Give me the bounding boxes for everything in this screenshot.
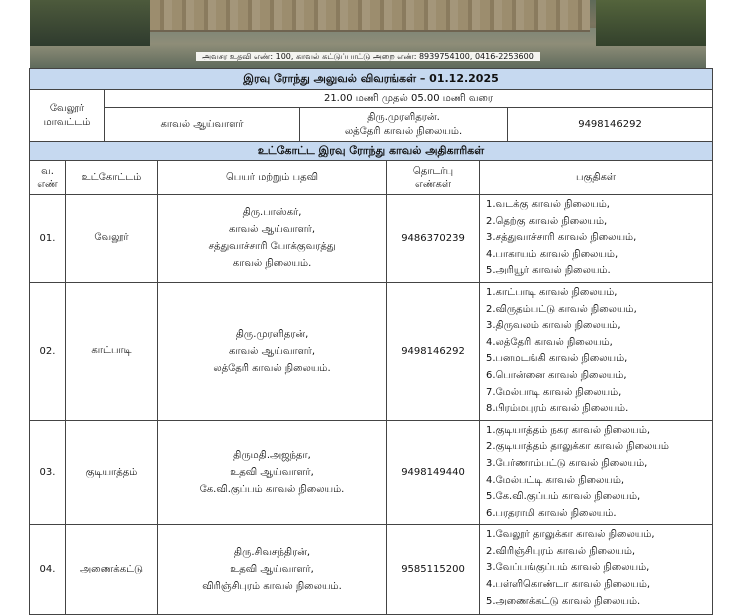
row-no: 02. (30, 282, 66, 420)
table-row (30, 195, 713, 283)
col-header-contact-line2: எண்கள் (415, 178, 451, 190)
row-subdivision: வேலூர் (66, 195, 158, 283)
time-range: 21.00 மணி முதல் 05.00 மணி வரை (105, 90, 713, 108)
district-label-line2: மாவட்டம் (43, 116, 91, 128)
section-title: உட்கோட்ட இரவு ரோந்து காவல் அதிகாரிகள் (30, 142, 713, 161)
area-item: 7.மேல்பாடி காவல் நிலையம், (486, 386, 622, 398)
officer-line: திரு.முரளிதரன், (235, 328, 309, 340)
row-areas (480, 195, 713, 283)
row-subdivision: அணைக்கட்டு (66, 525, 158, 615)
table-row (30, 420, 713, 525)
officer-line: திரு.சிவசந்திரன், (233, 547, 311, 559)
row-officer (158, 195, 387, 283)
row-phone: 9585115200 (387, 525, 480, 615)
area-item: 8.பிரம்மபுரம் காவல் நிலையம். (486, 403, 629, 415)
row-subdivision: குடியாத்தம் (66, 420, 158, 525)
helpline-text: அவசர உதவி எண்: 100, காவல் கட்டுப்பாட்டு அறை எண்: 8939754100, 0416-2253600 (196, 52, 540, 61)
row-no: 04. (30, 525, 66, 615)
trees-left (30, 0, 150, 46)
row-areas (480, 420, 713, 525)
officer-line: காவல் ஆய்வாளர், (228, 345, 316, 357)
row-officer (158, 282, 387, 420)
area-item: 5.அரியூர் காவல் நிலையம். (486, 265, 611, 277)
row-subdivision: காட்பாடி (66, 282, 158, 420)
area-item: 2.தெற்கு காவல் நிலையம், (486, 215, 608, 227)
area-item: 4.பாகாயம் காவல் நிலையம், (486, 248, 619, 260)
officer-line: உதவி ஆய்வாளர், (230, 564, 314, 576)
row-officer (158, 420, 387, 525)
report-title: இரவு ரோந்து அலுவல் விவரங்கள் – 01.12.2025 (30, 69, 713, 90)
row-areas (480, 525, 713, 615)
area-item: 4.மேல்பட்டி காவல் நிலையம், (486, 474, 625, 486)
officer-line: காவல் நிலையம். (232, 258, 312, 270)
area-item: 3.திருவலம் காவல் நிலையம், (486, 320, 621, 332)
officer-line: உதவி ஆய்வாளர், (230, 467, 314, 478)
area-item: 6.பொன்னை காவல் நிலையம், (486, 369, 627, 381)
officer-name (300, 108, 508, 142)
col-header-name: பெயர் மற்றும் பதவி (158, 161, 387, 195)
officer-line: திரு.பாஸ்கர், (242, 207, 302, 219)
area-item: 1.காட்பாடி காவல் நிலையம், (486, 286, 618, 298)
officer-line: திருமதி.அஜந்தா, (233, 450, 311, 461)
area-item: 2.விரிஞ்சிபுரம் காவல் நிலையம், (486, 545, 636, 557)
district-label-line1: வேலூர் (49, 102, 85, 114)
fort-wall (150, 0, 590, 32)
table-row (30, 525, 713, 615)
col-header-areas: பகுதிகள் (480, 161, 713, 195)
col-header-no-line2: எண் (37, 178, 58, 190)
table-row (30, 282, 713, 420)
row-officer (158, 525, 387, 615)
area-item: 3.பேர்ணாம்பட்டு காவல் நிலையம், (486, 457, 648, 469)
trees-right (596, 0, 706, 46)
area-item: 6.பரதராமி காவல் நிலையம். (486, 507, 617, 519)
area-item: 2.விருதம்பட்டு காவல் நிலையம், (486, 303, 637, 315)
officer-line: காவல் ஆய்வாளர், (228, 224, 316, 236)
col-header-contact (387, 161, 480, 195)
row-phone: 9498149440 (387, 420, 480, 525)
area-item: 1.வேலூர் தாலுக்கா காவல் நிலையம், (486, 529, 655, 541)
officer-line: லத்தேரி காவல் நிலையம். (213, 362, 331, 374)
officer-line: விரிஞ்சிபுரம் காவல் நிலையம். (202, 581, 342, 593)
row-phone: 9498146292 (387, 282, 480, 420)
area-item: 4.பள்ளிகொண்டா காவல் நிலையம், (486, 579, 651, 591)
col-header-no (30, 161, 66, 195)
officer-station-line2: லத்தேரி காவல் நிலையம். (344, 125, 463, 137)
row-areas (480, 282, 713, 420)
area-item: 1.குடியாத்தம் நகர காவல் நிலையம், (486, 424, 651, 436)
subdivision-table (29, 160, 713, 615)
area-item: 1.வடக்கு காவல் நிலையம், (486, 199, 610, 210)
helpline-strip (30, 50, 706, 64)
row-no: 01. (30, 195, 66, 283)
area-item: 3.வேப்பங்குப்பம் காவல் நிலையம், (486, 562, 650, 574)
area-item: 3.சத்துவாச்சாரி காவல் நிலையம், (486, 232, 637, 244)
row-phone: 9486370239 (387, 195, 480, 283)
officer-name-line1: திரு.முரளிதரன். (367, 111, 440, 123)
col-header-contact-line1: தொடர்பு (412, 165, 454, 177)
col-header-no-line1: வ. (41, 165, 54, 177)
officer-line: சத்துவாச்சாரி போக்குவரத்து (208, 241, 336, 253)
table-header-row (30, 161, 713, 195)
area-item: 4.லத்தேரி காவல் நிலையம், (486, 336, 613, 348)
header-table (29, 68, 713, 161)
col-header-subdivision: உட்கோட்டம் (66, 161, 158, 195)
row-no: 03. (30, 420, 66, 525)
banner-image (30, 0, 706, 68)
district-label (30, 90, 105, 142)
officer-role: காவல் ஆய்வாளர் (105, 108, 300, 142)
area-item: 2.குடியாத்தம் தாலுக்கா காவல் நிலையம் (486, 441, 669, 453)
area-item: 5.அணைக்கட்டு காவல் நிலையம். (486, 595, 641, 607)
officer-phone: 9498146292 (508, 108, 713, 142)
area-item: 5.பனமடங்கி காவல் நிலையம், (486, 353, 628, 365)
area-item: 5.கே.வி.குப்பம் காவல் நிலையம், (486, 491, 641, 503)
officer-line: கே.வி.குப்பம் காவல் நிலையம். (199, 484, 345, 495)
